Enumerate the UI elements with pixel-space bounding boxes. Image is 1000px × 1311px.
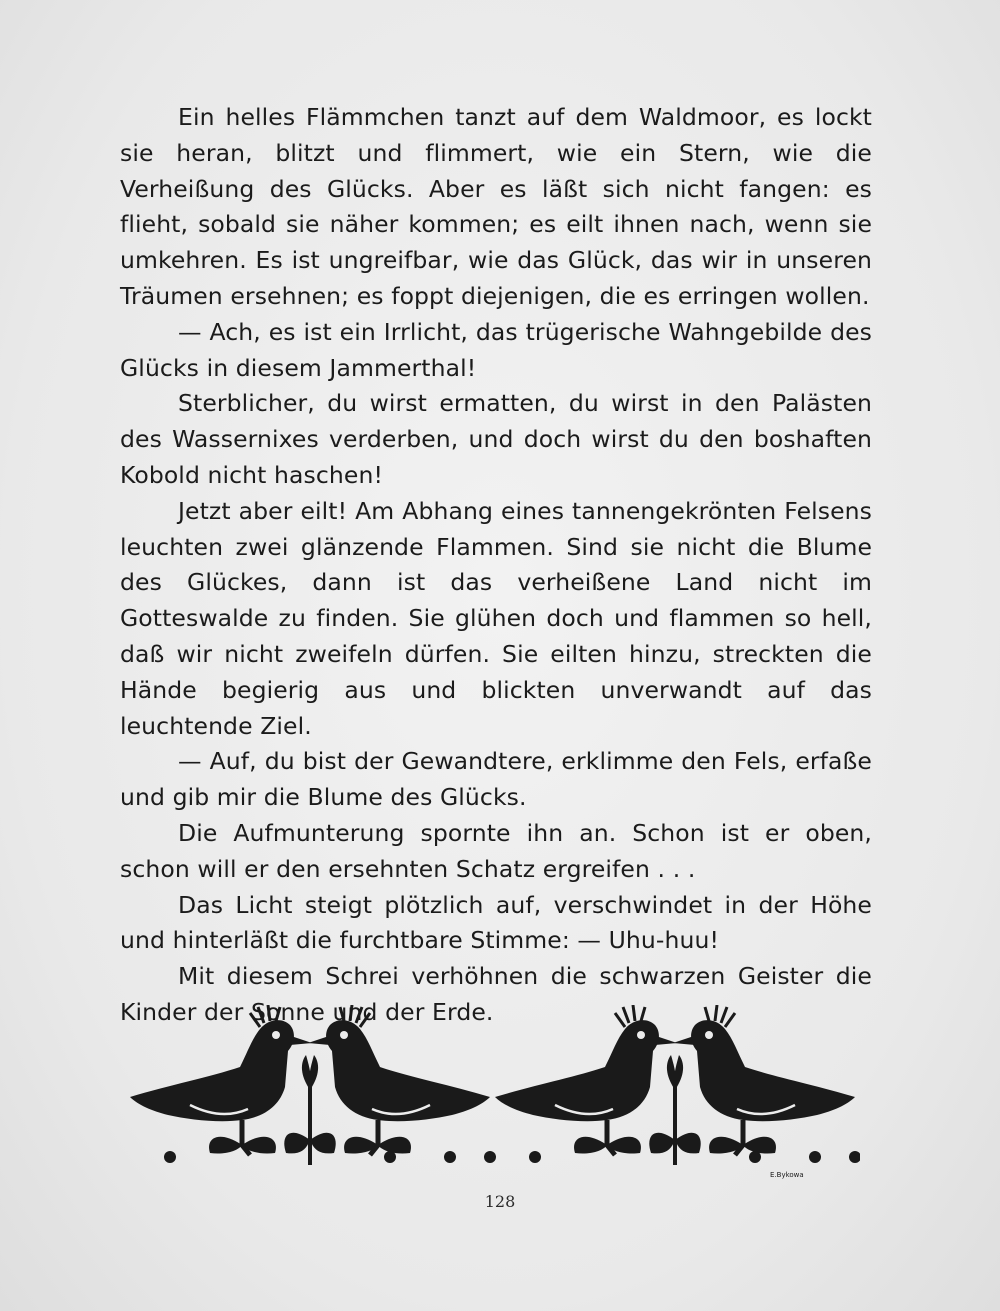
paragraph-5: — Auf, du bist der Gewandtere, erklimme den Fels, erfaße und gib mir die Blume des Glücks.	[120, 747, 872, 812]
bird-pairs-vignette-icon	[130, 1005, 860, 1185]
paragraph-7: Das Licht steigt plötzlich auf, verschwindet in der Höhe und hinterläßt die furchtbare Stimme: — Uhu-huu!	[120, 890, 872, 955]
page-number: 128	[484, 1192, 516, 1211]
paragraph-1: Ein helles Flämmchen tanzt auf dem Waldmoor, es lockt sie heran, blitzt und flimmert, wie ein Stern, wie die Verheißung des Glücks. Aber es läßt sich nicht fangen: es flieht, sobald sie näher kommen; es eilt ihnen nach, wenn sie umkehren. Es ist ungreifbar, wie das Glück, das wir in unseren Träumen ersehnen; es foppt diejenigen, die es erringen wollen.	[120, 103, 872, 310]
paragraph-8: Mit diesem Schrei verhöhnen die schwarzen Geister die Kinder der Sonne und der Erde.	[120, 962, 872, 1026]
paragraph-4: Jetzt aber eilt! Am Abhang eines tannengekrönten Felsens leuchten zwei glänzende Flammen. Sind sie nicht die Blume des Glückes, dann ist das verheißene Land nicht im Gotteswalde zu finden. Sie glühen doch und flammen so hell, daß wir nicht zweifeln dürfen. Sie eilten hinzu, streckten die Hände begierig aus und blickten unverwandt auf das leuchtende Ziel.	[120, 496, 872, 740]
svg-text:E.Bykowa: E.Bykowa	[770, 1171, 804, 1179]
body-text	[120, 100, 872, 1031]
paragraph-2: — Ach, es ist ein Irrlicht, das trügerische Wahngebilde des Glücks in diesem Jammerthal!	[120, 317, 872, 382]
paragraph-3: Sterblicher, du wirst ermatten, du wirst in den Palästen des Wassernixes verderben, und doch wirst du den boshaften Kobold nicht haschen!	[120, 389, 872, 489]
paragraph-6: Die Aufmunterung spornte ihn an. Schon ist er oben, schon will er den ersehnten Schatz ergreifen . . .	[120, 818, 872, 883]
